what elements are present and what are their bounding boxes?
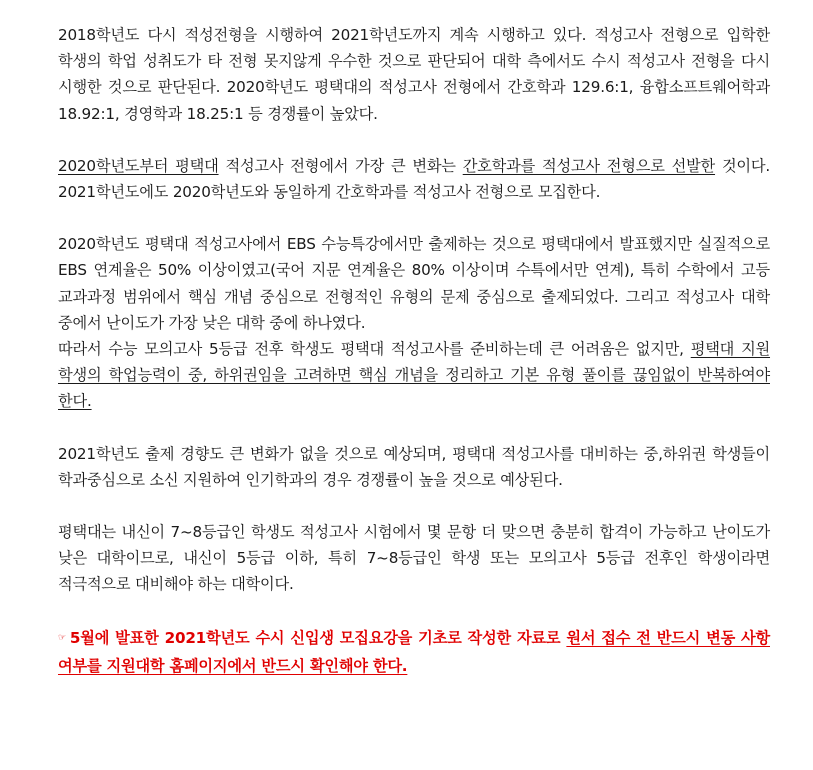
underlined-phrase: 평택대 지원 학생의 학업능력이 중, 하위권임을 고려하면 핵심 개념을 정리하고 기본 유형 풀이를 끊임없이 반복하여야 한다.	[58, 340, 771, 411]
warning-note	[58, 624, 770, 680]
note-text: 5월에 발표한 2021학년도 수시 신입생 모집요강을 기초로 작성한 자료로	[69, 628, 567, 647]
paragraph-gap	[58, 598, 770, 624]
paragraph-4: 2021학년도 출제 경향도 큰 변화가 없을 것으로 예상되며, 평택대 적성고사를 대비하는 중,하위권 학생들이 학과중심으로 소신 지원하여 인기학과의 경우 경쟁률이 높을 것으로 예상된다.	[58, 444, 770, 489]
document-body	[58, 22, 770, 680]
underlined-phrase: 2020학년도부터 평택대	[58, 156, 219, 175]
text-run: 따라서 수능 모의고사 5등급 전후 학생도 평택대 적성고사를 준비하는데 큰 어려움은 없지만,	[58, 340, 691, 359]
paragraph-1: 2018학년도 다시 적성전형을 시행하여 2021학년도까지 계속 시행하고 있다. 적성고사 전형으로 입학한 학생의 학업 성취도가 타 전형 못지않게 우수한 것으로 판단되어 대학 측에서도 수시 적성고사 전형을 다시 시행한 것으로 판단된다. 2020학년도 평택대의 적성고사 전형에서 간호학과 129.6:1, 융합소프트웨어학과 18.92:1, 경영학과 18.25:1 등 경쟁률이 높았다.	[58, 26, 770, 123]
paragraph-5: 평택대는 내신이 7~8등급인 학생도 적성고사 시험에서 몇 문항 더 맞으면 충분히 합격이 가능하고 난이도가 낮은 대학이므로, 내신이 5등급 이하, 특히 7~8등급인 학생 또는 모의고사 5등급 전후인 학생이라면 적극적으로 대비해야 하는 대학이다.	[58, 523, 770, 594]
paragraph-gap	[58, 493, 770, 519]
paragraph-gap	[58, 415, 770, 441]
underlined-phrase: 간호학과를 적성고사 전형으로 선발한	[462, 156, 716, 175]
pointing-hand-icon: ☞	[58, 632, 66, 643]
text-run: 적성고사 전형에서 가장 큰 변화는	[218, 156, 463, 175]
text-run: 것이다. 2021학년도에도 2020학년도와 동일하게 간호학과를 적성고사 전형으로 모집한다.	[58, 156, 770, 202]
paragraph-gap	[58, 127, 770, 153]
paragraph-2	[58, 153, 770, 205]
paragraph-3-continued	[58, 336, 770, 415]
paragraph-3: 2020학년도 평택대 적성고사에서 EBS 수능특강에서만 출제하는 것으로 평택대에서 발표했지만 실질적으로 EBS 연계율은 50% 이상이였고(국어 지문 연계율은 80% 이상이며 수특에서만 연계), 특히 수학에서 고등 교과과정 범위에서 핵심 개념 중심으로 전형적인 유형의 문제 중심으로 출제되었다. 그리고 적성고사 대학 중에서 난이도가 가장 낮은 대학 중에 하나였다.	[58, 235, 770, 332]
note-underlined-text: 원서 접수 전 반드시 변동 사항 여부를 지원대학 홈페이지에서 반드시 확인해야 한다.	[58, 628, 770, 675]
paragraph-gap	[58, 205, 770, 231]
